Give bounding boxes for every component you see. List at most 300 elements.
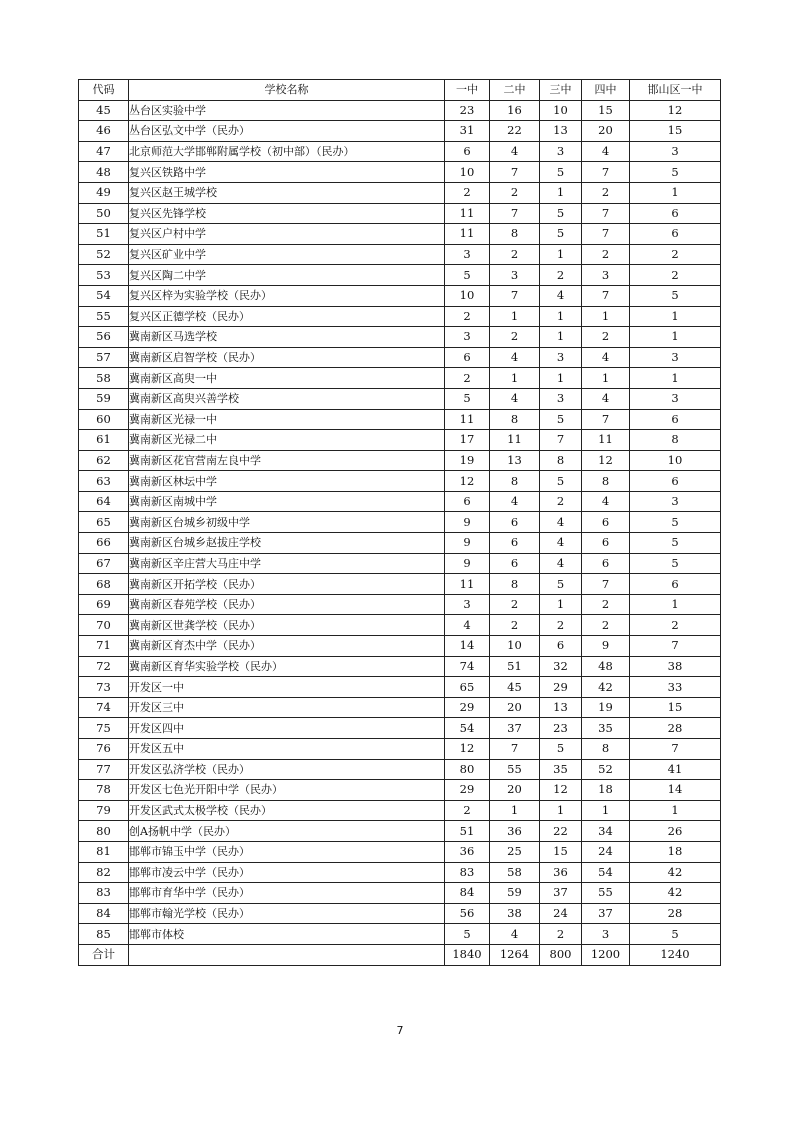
total-label: 合计 bbox=[79, 944, 129, 965]
row-school-name: 冀南新区春苑学校（民办） bbox=[129, 594, 445, 615]
row-value-col2: 25 bbox=[490, 841, 540, 862]
row-school-name: 开发区弘济学校（民办） bbox=[129, 759, 445, 780]
row-code: 67 bbox=[79, 553, 129, 574]
row-school-name: 丛台区实验中学 bbox=[129, 100, 445, 121]
row-value-col3: 8 bbox=[540, 450, 582, 471]
row-value-col4: 7 bbox=[582, 409, 630, 430]
row-value-col5: 1 bbox=[630, 594, 721, 615]
row-school-name: 冀南新区林坛中学 bbox=[129, 471, 445, 492]
row-school-name: 冀南新区育华实验学校（民办） bbox=[129, 656, 445, 677]
row-value-col5: 8 bbox=[630, 430, 721, 451]
row-value-col3: 1 bbox=[540, 306, 582, 327]
row-value-col5: 1 bbox=[630, 182, 721, 203]
row-value-col5: 6 bbox=[630, 409, 721, 430]
table-row bbox=[79, 553, 721, 574]
row-code: 76 bbox=[79, 739, 129, 760]
row-value-col2: 8 bbox=[490, 574, 540, 595]
row-value-col2: 58 bbox=[490, 862, 540, 883]
row-value-col1: 9 bbox=[445, 533, 490, 554]
total-col5: 1240 bbox=[630, 944, 721, 965]
row-value-col4: 42 bbox=[582, 677, 630, 698]
row-value-col1: 5 bbox=[445, 265, 490, 286]
row-value-col2: 51 bbox=[490, 656, 540, 677]
row-value-col3: 2 bbox=[540, 491, 582, 512]
row-value-col3: 36 bbox=[540, 862, 582, 883]
row-school-name: 复兴区户村中学 bbox=[129, 224, 445, 245]
row-value-col4: 48 bbox=[582, 656, 630, 677]
row-code: 74 bbox=[79, 697, 129, 718]
row-value-col3: 3 bbox=[540, 141, 582, 162]
table-row bbox=[79, 100, 721, 121]
row-value-col3: 13 bbox=[540, 121, 582, 142]
row-value-col4: 8 bbox=[582, 739, 630, 760]
row-value-col1: 3 bbox=[445, 327, 490, 348]
row-school-name: 创A扬帆中学（民办） bbox=[129, 821, 445, 842]
row-value-col3: 1 bbox=[540, 594, 582, 615]
row-value-col2: 37 bbox=[490, 718, 540, 739]
table-row bbox=[79, 430, 721, 451]
row-value-col3: 5 bbox=[540, 574, 582, 595]
row-school-name: 开发区三中 bbox=[129, 697, 445, 718]
row-school-name: 复兴区先锋学校 bbox=[129, 203, 445, 224]
row-value-col3: 5 bbox=[540, 471, 582, 492]
row-value-col3: 12 bbox=[540, 780, 582, 801]
table-row bbox=[79, 162, 721, 183]
row-value-col1: 23 bbox=[445, 100, 490, 121]
row-value-col3: 4 bbox=[540, 512, 582, 533]
row-code: 78 bbox=[79, 780, 129, 801]
row-value-col4: 2 bbox=[582, 244, 630, 265]
row-value-col2: 59 bbox=[490, 883, 540, 904]
row-value-col2: 7 bbox=[490, 162, 540, 183]
row-school-name: 冀南新区世龚学校（民办） bbox=[129, 615, 445, 636]
row-value-col1: 12 bbox=[445, 739, 490, 760]
quota-table bbox=[78, 79, 721, 966]
row-value-col4: 1 bbox=[582, 800, 630, 821]
row-value-col5: 18 bbox=[630, 841, 721, 862]
row-value-col5: 5 bbox=[630, 924, 721, 945]
table-row bbox=[79, 883, 721, 904]
table-row bbox=[79, 656, 721, 677]
row-code: 79 bbox=[79, 800, 129, 821]
row-value-col2: 4 bbox=[490, 388, 540, 409]
row-value-col2: 1 bbox=[490, 800, 540, 821]
row-value-col2: 7 bbox=[490, 285, 540, 306]
table-row bbox=[79, 388, 721, 409]
row-value-col1: 4 bbox=[445, 615, 490, 636]
row-value-col5: 1 bbox=[630, 368, 721, 389]
row-value-col1: 6 bbox=[445, 491, 490, 512]
row-school-name: 冀南新区光禄二中 bbox=[129, 430, 445, 451]
table-row bbox=[79, 141, 721, 162]
row-value-col3: 2 bbox=[540, 615, 582, 636]
row-value-col4: 2 bbox=[582, 615, 630, 636]
row-value-col5: 26 bbox=[630, 821, 721, 842]
row-value-col4: 24 bbox=[582, 841, 630, 862]
table-row bbox=[79, 121, 721, 142]
row-code: 50 bbox=[79, 203, 129, 224]
row-value-col1: 2 bbox=[445, 368, 490, 389]
row-value-col4: 7 bbox=[582, 162, 630, 183]
table-row bbox=[79, 594, 721, 615]
row-school-name: 北京师范大学邯郸附属学校（初中部）（民办） bbox=[129, 141, 445, 162]
row-value-col3: 24 bbox=[540, 903, 582, 924]
row-code: 66 bbox=[79, 533, 129, 554]
row-value-col1: 10 bbox=[445, 285, 490, 306]
table-row bbox=[79, 903, 721, 924]
row-value-col3: 3 bbox=[540, 388, 582, 409]
row-value-col3: 1 bbox=[540, 244, 582, 265]
row-value-col5: 28 bbox=[630, 718, 721, 739]
row-value-col2: 38 bbox=[490, 903, 540, 924]
table-row bbox=[79, 203, 721, 224]
table-row bbox=[79, 306, 721, 327]
table-body bbox=[79, 100, 721, 944]
header-school-name: 学校名称 bbox=[129, 80, 445, 101]
row-value-col1: 3 bbox=[445, 594, 490, 615]
row-school-name: 开发区五中 bbox=[129, 739, 445, 760]
row-value-col5: 5 bbox=[630, 553, 721, 574]
table-row bbox=[79, 182, 721, 203]
row-value-col1: 5 bbox=[445, 388, 490, 409]
row-value-col4: 6 bbox=[582, 512, 630, 533]
table-row bbox=[79, 780, 721, 801]
row-value-col4: 20 bbox=[582, 121, 630, 142]
row-school-name: 冀南新区南城中学 bbox=[129, 491, 445, 512]
table-row bbox=[79, 615, 721, 636]
row-value-col1: 14 bbox=[445, 636, 490, 657]
row-value-col1: 11 bbox=[445, 574, 490, 595]
row-value-col5: 2 bbox=[630, 265, 721, 286]
row-value-col5: 6 bbox=[630, 574, 721, 595]
row-code: 53 bbox=[79, 265, 129, 286]
header-col4: 四中 bbox=[582, 80, 630, 101]
row-value-col2: 6 bbox=[490, 533, 540, 554]
row-value-col4: 19 bbox=[582, 697, 630, 718]
table-row bbox=[79, 739, 721, 760]
row-code: 80 bbox=[79, 821, 129, 842]
row-value-col4: 2 bbox=[582, 327, 630, 348]
row-code: 68 bbox=[79, 574, 129, 595]
row-code: 61 bbox=[79, 430, 129, 451]
row-code: 58 bbox=[79, 368, 129, 389]
row-value-col4: 4 bbox=[582, 347, 630, 368]
row-value-col1: 54 bbox=[445, 718, 490, 739]
row-value-col5: 10 bbox=[630, 450, 721, 471]
row-value-col2: 20 bbox=[490, 697, 540, 718]
row-school-name: 邯郸市育华中学（民办） bbox=[129, 883, 445, 904]
row-school-name: 开发区一中 bbox=[129, 677, 445, 698]
row-code: 62 bbox=[79, 450, 129, 471]
row-value-col4: 34 bbox=[582, 821, 630, 842]
row-value-col5: 14 bbox=[630, 780, 721, 801]
row-value-col3: 5 bbox=[540, 224, 582, 245]
table-row bbox=[79, 347, 721, 368]
row-code: 54 bbox=[79, 285, 129, 306]
row-value-col5: 5 bbox=[630, 512, 721, 533]
table-row bbox=[79, 862, 721, 883]
row-value-col4: 7 bbox=[582, 285, 630, 306]
row-value-col1: 5 bbox=[445, 924, 490, 945]
row-value-col5: 15 bbox=[630, 121, 721, 142]
row-value-col4: 2 bbox=[582, 594, 630, 615]
row-school-name: 冀南新区台城乡赵拔庄学校 bbox=[129, 533, 445, 554]
table-row bbox=[79, 924, 721, 945]
table-row bbox=[79, 450, 721, 471]
row-value-col5: 41 bbox=[630, 759, 721, 780]
row-code: 82 bbox=[79, 862, 129, 883]
row-school-name: 冀南新区花官营南左良中学 bbox=[129, 450, 445, 471]
row-value-col3: 7 bbox=[540, 430, 582, 451]
row-school-name: 邯郸市体校 bbox=[129, 924, 445, 945]
row-value-col2: 16 bbox=[490, 100, 540, 121]
row-value-col1: 83 bbox=[445, 862, 490, 883]
table-row bbox=[79, 636, 721, 657]
row-value-col1: 9 bbox=[445, 553, 490, 574]
row-value-col1: 12 bbox=[445, 471, 490, 492]
row-value-col3: 1 bbox=[540, 800, 582, 821]
row-value-col1: 56 bbox=[445, 903, 490, 924]
total-col2: 1264 bbox=[490, 944, 540, 965]
row-value-col4: 6 bbox=[582, 553, 630, 574]
row-value-col5: 12 bbox=[630, 100, 721, 121]
row-value-col5: 42 bbox=[630, 883, 721, 904]
table-row bbox=[79, 224, 721, 245]
table-row bbox=[79, 841, 721, 862]
row-value-col2: 2 bbox=[490, 594, 540, 615]
total-col1: 1840 bbox=[445, 944, 490, 965]
row-value-col5: 7 bbox=[630, 739, 721, 760]
row-value-col5: 6 bbox=[630, 203, 721, 224]
row-value-col4: 6 bbox=[582, 533, 630, 554]
row-value-col1: 51 bbox=[445, 821, 490, 842]
row-school-name: 邯郸市锦玉中学（民办） bbox=[129, 841, 445, 862]
row-value-col1: 2 bbox=[445, 306, 490, 327]
row-value-col2: 2 bbox=[490, 182, 540, 203]
row-code: 64 bbox=[79, 491, 129, 512]
row-value-col4: 3 bbox=[582, 924, 630, 945]
table-row bbox=[79, 512, 721, 533]
row-value-col2: 1 bbox=[490, 368, 540, 389]
row-value-col1: 2 bbox=[445, 800, 490, 821]
row-value-col4: 8 bbox=[582, 471, 630, 492]
row-value-col3: 1 bbox=[540, 327, 582, 348]
row-value-col5: 1 bbox=[630, 800, 721, 821]
row-value-col2: 8 bbox=[490, 224, 540, 245]
row-code: 75 bbox=[79, 718, 129, 739]
row-value-col1: 29 bbox=[445, 697, 490, 718]
row-value-col3: 32 bbox=[540, 656, 582, 677]
table-row bbox=[79, 285, 721, 306]
row-school-name: 复兴区梓为实验学校（民办） bbox=[129, 285, 445, 306]
row-value-col2: 13 bbox=[490, 450, 540, 471]
table-row bbox=[79, 491, 721, 512]
table-row bbox=[79, 244, 721, 265]
table-row bbox=[79, 574, 721, 595]
row-value-col3: 2 bbox=[540, 924, 582, 945]
page-number: 7 bbox=[396, 1024, 404, 1037]
header-col1: 一中 bbox=[445, 80, 490, 101]
row-value-col2: 22 bbox=[490, 121, 540, 142]
row-value-col5: 5 bbox=[630, 162, 721, 183]
row-value-col2: 36 bbox=[490, 821, 540, 842]
table-row bbox=[79, 821, 721, 842]
row-value-col3: 4 bbox=[540, 533, 582, 554]
row-code: 57 bbox=[79, 347, 129, 368]
row-value-col4: 9 bbox=[582, 636, 630, 657]
row-code: 77 bbox=[79, 759, 129, 780]
row-value-col5: 15 bbox=[630, 697, 721, 718]
row-value-col5: 38 bbox=[630, 656, 721, 677]
row-code: 73 bbox=[79, 677, 129, 698]
row-value-col3: 4 bbox=[540, 553, 582, 574]
row-code: 47 bbox=[79, 141, 129, 162]
row-value-col2: 1 bbox=[490, 306, 540, 327]
total-col3: 800 bbox=[540, 944, 582, 965]
row-code: 70 bbox=[79, 615, 129, 636]
row-code: 71 bbox=[79, 636, 129, 657]
row-code: 48 bbox=[79, 162, 129, 183]
row-school-name: 邯郸市凌云中学（民办） bbox=[129, 862, 445, 883]
table-row bbox=[79, 800, 721, 821]
row-value-col4: 15 bbox=[582, 100, 630, 121]
row-code: 69 bbox=[79, 594, 129, 615]
row-value-col1: 9 bbox=[445, 512, 490, 533]
row-value-col1: 19 bbox=[445, 450, 490, 471]
row-value-col2: 4 bbox=[490, 347, 540, 368]
row-value-col1: 11 bbox=[445, 224, 490, 245]
row-value-col2: 55 bbox=[490, 759, 540, 780]
row-school-name: 开发区武式太极学校（民办） bbox=[129, 800, 445, 821]
table-row bbox=[79, 265, 721, 286]
row-value-col1: 6 bbox=[445, 347, 490, 368]
row-value-col5: 6 bbox=[630, 471, 721, 492]
row-value-col3: 5 bbox=[540, 739, 582, 760]
row-value-col4: 7 bbox=[582, 224, 630, 245]
row-value-col5: 5 bbox=[630, 285, 721, 306]
row-value-col1: 11 bbox=[445, 203, 490, 224]
row-value-col2: 20 bbox=[490, 780, 540, 801]
row-value-col4: 1 bbox=[582, 368, 630, 389]
table-footer bbox=[79, 944, 721, 965]
row-value-col5: 2 bbox=[630, 615, 721, 636]
row-code: 84 bbox=[79, 903, 129, 924]
row-school-name: 冀南新区辛庄营大马庄中学 bbox=[129, 553, 445, 574]
row-code: 52 bbox=[79, 244, 129, 265]
row-value-col1: 6 bbox=[445, 141, 490, 162]
total-col4: 1200 bbox=[582, 944, 630, 965]
row-value-col5: 3 bbox=[630, 388, 721, 409]
row-value-col4: 52 bbox=[582, 759, 630, 780]
row-value-col4: 11 bbox=[582, 430, 630, 451]
header-col2: 二中 bbox=[490, 80, 540, 101]
row-value-col1: 11 bbox=[445, 409, 490, 430]
row-value-col2: 3 bbox=[490, 265, 540, 286]
row-value-col5: 3 bbox=[630, 347, 721, 368]
row-value-col3: 22 bbox=[540, 821, 582, 842]
row-value-col1: 31 bbox=[445, 121, 490, 142]
row-code: 45 bbox=[79, 100, 129, 121]
row-value-col2: 2 bbox=[490, 615, 540, 636]
row-school-name: 冀南新区高臾一中 bbox=[129, 368, 445, 389]
row-value-col2: 45 bbox=[490, 677, 540, 698]
row-value-col5: 28 bbox=[630, 903, 721, 924]
row-code: 49 bbox=[79, 182, 129, 203]
row-school-name: 复兴区正德学校（民办） bbox=[129, 306, 445, 327]
row-value-col5: 3 bbox=[630, 141, 721, 162]
table-row bbox=[79, 697, 721, 718]
row-school-name: 冀南新区马选学校 bbox=[129, 327, 445, 348]
table-header bbox=[79, 80, 721, 101]
row-school-name: 冀南新区高臾兴善学校 bbox=[129, 388, 445, 409]
row-value-col2: 8 bbox=[490, 409, 540, 430]
row-value-col5: 33 bbox=[630, 677, 721, 698]
row-value-col3: 1 bbox=[540, 182, 582, 203]
row-value-col3: 37 bbox=[540, 883, 582, 904]
row-value-col5: 1 bbox=[630, 306, 721, 327]
row-code: 59 bbox=[79, 388, 129, 409]
row-school-name: 开发区四中 bbox=[129, 718, 445, 739]
row-code: 72 bbox=[79, 656, 129, 677]
row-code: 83 bbox=[79, 883, 129, 904]
row-school-name: 复兴区矿业中学 bbox=[129, 244, 445, 265]
row-code: 81 bbox=[79, 841, 129, 862]
row-school-name: 复兴区陶二中学 bbox=[129, 265, 445, 286]
row-value-col3: 3 bbox=[540, 347, 582, 368]
row-code: 63 bbox=[79, 471, 129, 492]
row-value-col3: 13 bbox=[540, 697, 582, 718]
row-value-col5: 5 bbox=[630, 533, 721, 554]
row-value-col3: 5 bbox=[540, 409, 582, 430]
row-code: 51 bbox=[79, 224, 129, 245]
row-value-col3: 29 bbox=[540, 677, 582, 698]
table-row bbox=[79, 533, 721, 554]
row-value-col5: 6 bbox=[630, 224, 721, 245]
row-value-col1: 36 bbox=[445, 841, 490, 862]
row-school-name: 开发区七色光开阳中学（民办） bbox=[129, 780, 445, 801]
row-school-name: 冀南新区育杰中学（民办） bbox=[129, 636, 445, 657]
total-name bbox=[129, 944, 445, 965]
row-value-col3: 4 bbox=[540, 285, 582, 306]
table-row bbox=[79, 368, 721, 389]
header-col3: 三中 bbox=[540, 80, 582, 101]
row-school-name: 邯郸市翰光学校（民办） bbox=[129, 903, 445, 924]
row-value-col3: 5 bbox=[540, 203, 582, 224]
row-value-col4: 4 bbox=[582, 141, 630, 162]
row-value-col3: 10 bbox=[540, 100, 582, 121]
row-value-col3: 6 bbox=[540, 636, 582, 657]
row-value-col5: 3 bbox=[630, 491, 721, 512]
table-row bbox=[79, 677, 721, 698]
row-value-col4: 37 bbox=[582, 903, 630, 924]
row-value-col4: 3 bbox=[582, 265, 630, 286]
row-value-col1: 3 bbox=[445, 244, 490, 265]
row-value-col1: 17 bbox=[445, 430, 490, 451]
row-school-name: 复兴区赵王城学校 bbox=[129, 182, 445, 203]
row-value-col1: 65 bbox=[445, 677, 490, 698]
row-value-col1: 80 bbox=[445, 759, 490, 780]
table-row bbox=[79, 471, 721, 492]
row-code: 55 bbox=[79, 306, 129, 327]
row-value-col1: 2 bbox=[445, 182, 490, 203]
row-value-col3: 1 bbox=[540, 368, 582, 389]
row-school-name: 复兴区铁路中学 bbox=[129, 162, 445, 183]
row-value-col2: 7 bbox=[490, 739, 540, 760]
row-value-col2: 11 bbox=[490, 430, 540, 451]
row-school-name: 冀南新区光禄一中 bbox=[129, 409, 445, 430]
row-value-col2: 10 bbox=[490, 636, 540, 657]
row-value-col3: 15 bbox=[540, 841, 582, 862]
